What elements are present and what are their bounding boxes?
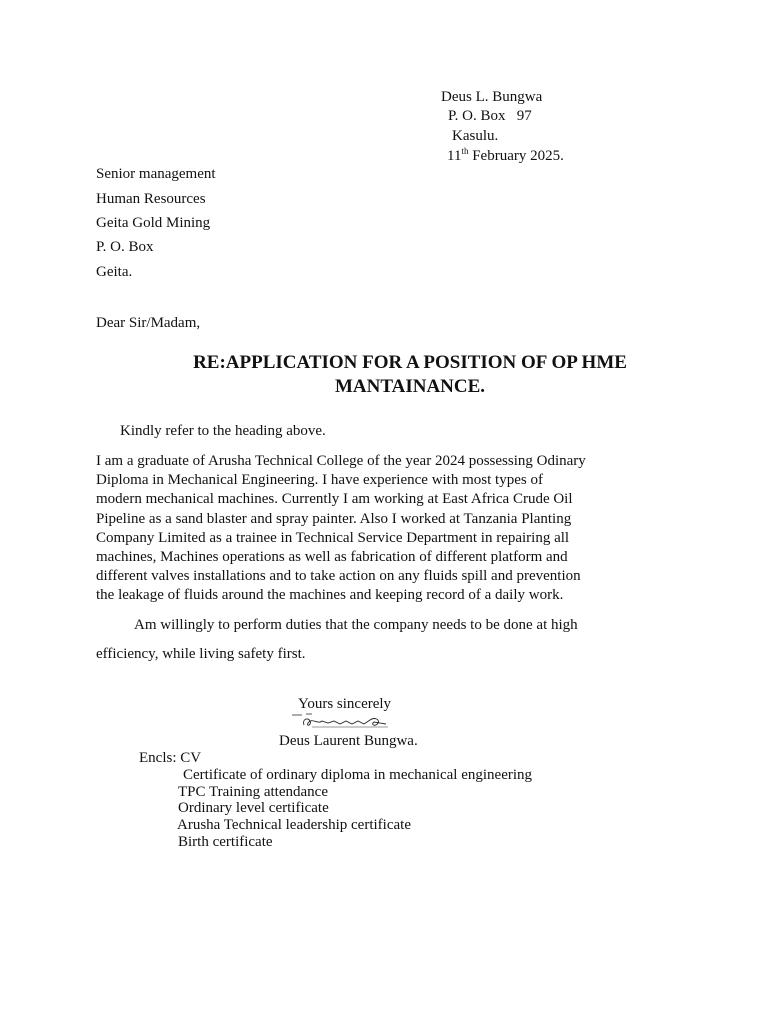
salutation: Dear Sir/Madam, [96, 315, 201, 331]
enclosures-label: Encls: CV [139, 750, 202, 766]
signer-name: Deus Laurent Bungwa. [279, 733, 418, 749]
date-suffix: th [461, 146, 469, 156]
body-paragraph-1 [96, 452, 616, 606]
enclosure-item: Ordinary level certificate [178, 800, 329, 816]
paragraph-line: machines, Machines operations as well as fabrication of different platform and [96, 549, 568, 566]
heading-line-2: MANTAINANCE. [334, 376, 486, 397]
enclosure-item: Birth certificate [178, 834, 273, 850]
body-intro: Kindly refer to the heading above. [120, 423, 326, 439]
heading-line-1: RE:APPLICATION FOR A POSITION OF OP HME [193, 352, 627, 373]
date-rest: February 2025. [468, 148, 564, 164]
paragraph-line: Diploma in Mechanical Engineering. I have experience with most types of [96, 472, 543, 489]
sender-town: Kasulu. [452, 128, 499, 144]
paragraph-line: Pipeline as a sand blaster and spray painter. Also I worked at Tanzania Planting [96, 510, 572, 527]
signature-image [288, 711, 394, 731]
sender-name: Deus L. Bungwa [441, 89, 543, 105]
recipient-line-2: Human Resources [96, 191, 206, 207]
recipient-line-4: P. O. Box [96, 239, 154, 255]
paragraph-line: modern mechanical machines. Currently I am working at East Africa Crude Oil [96, 491, 573, 508]
letter-heading [150, 351, 670, 399]
enclosure-item: Arusha Technical leadership certificate [177, 817, 411, 833]
body-paragraph-2-line-2: efficiency, while living safety first. [96, 646, 306, 662]
recipient-line-5: Geita. [96, 264, 133, 280]
paragraph-line: the leakage of fluids around the machines and keeping record of a daily work. [96, 587, 564, 604]
body-paragraph-2-line-1: Am willingly to perform duties that the company needs to be done at high [134, 617, 578, 633]
recipient-line-3: Geita Gold Mining [96, 215, 211, 231]
sender-po-box: P. O. Box 97 [448, 108, 532, 124]
paragraph-line: Company Limited as a trainee in Technical Service Department in repairing all [96, 529, 570, 546]
recipient-line-1: Senior management [96, 166, 216, 182]
paragraph-line: different valves installations and to take action on any fluids spill and prevention [96, 568, 581, 585]
valediction: Yours sincerely [298, 696, 392, 712]
enclosure-item: TPC Training attendance [178, 784, 328, 800]
paragraph-line: I am a graduate of Arusha Technical College of the year 2024 possessing Odinary [96, 453, 586, 469]
letter-date [447, 147, 564, 165]
date-day: 11 [447, 148, 462, 164]
enclosure-item: Certificate of ordinary diploma in mechanical engineering [183, 767, 533, 783]
